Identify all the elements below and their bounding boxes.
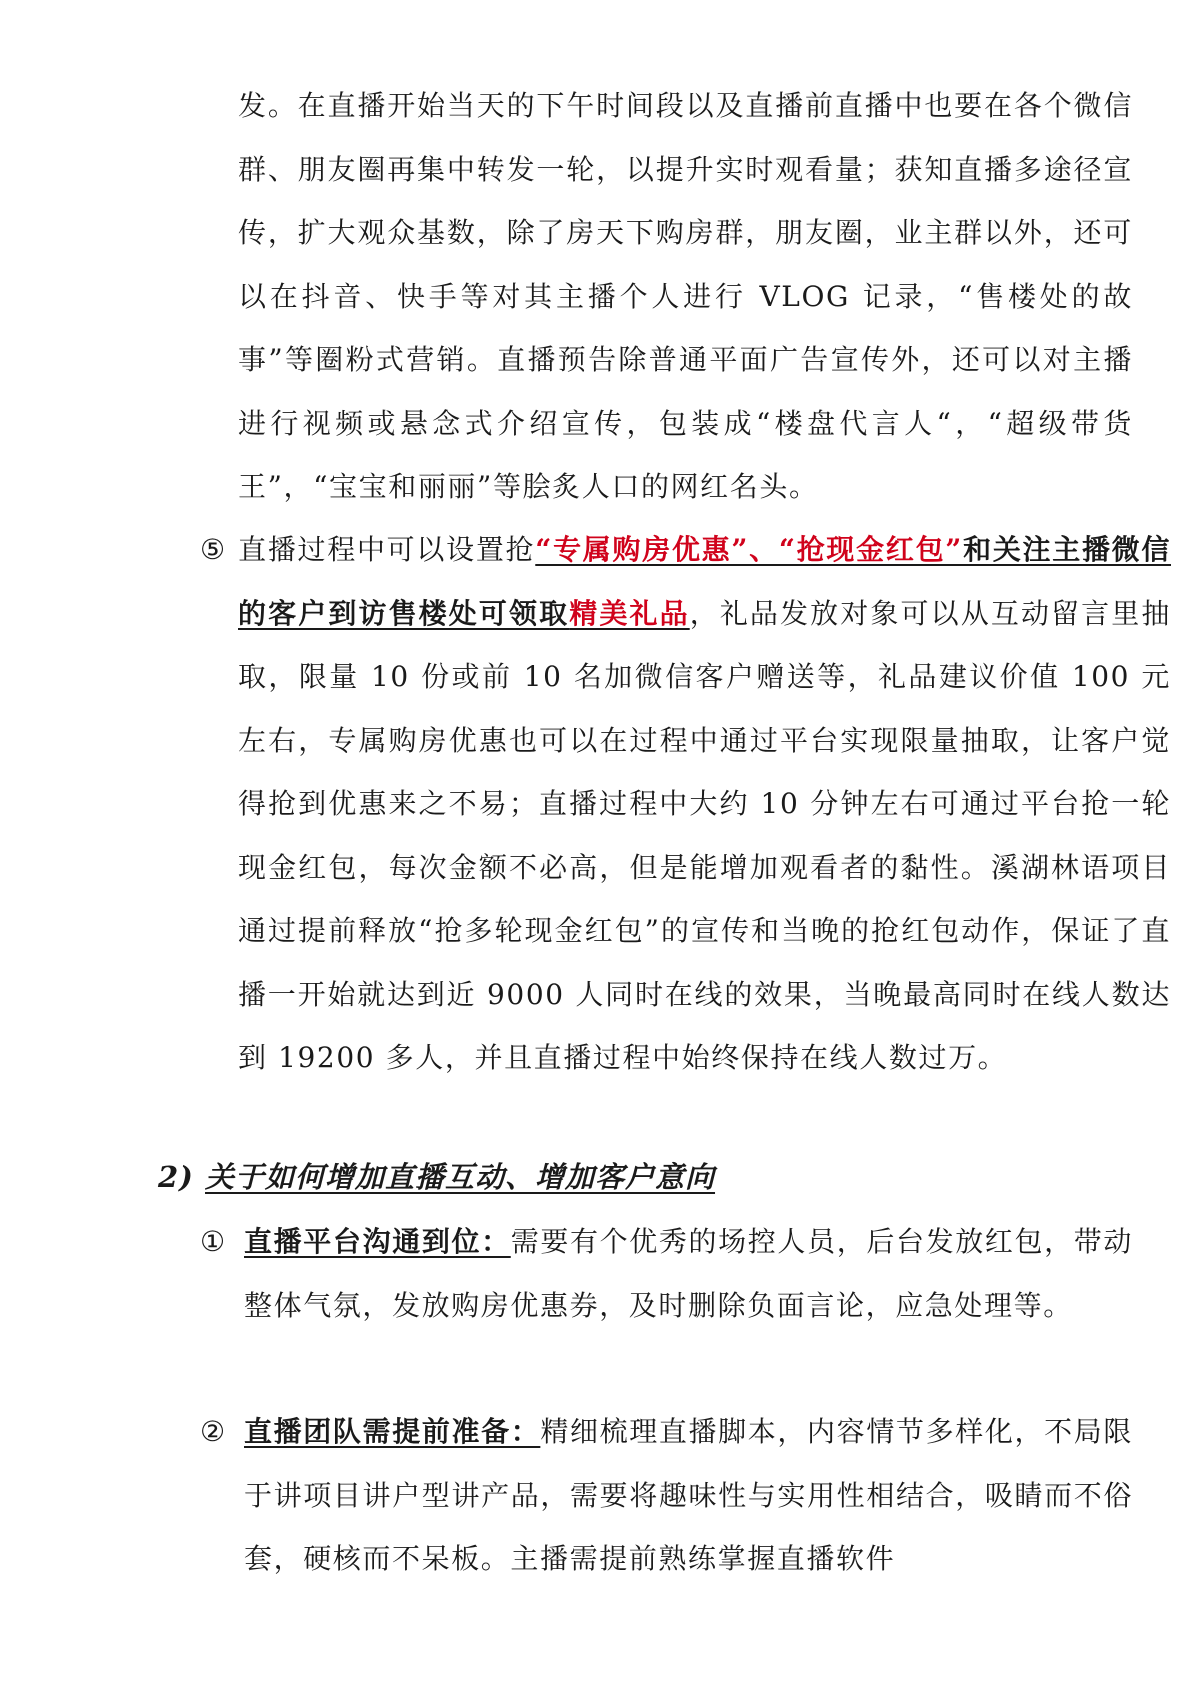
circled-two-marker: ②: [200, 1415, 227, 1448]
section-number: 2): [158, 1160, 194, 1194]
point-5-lead: 直播过程中可以设置抢: [238, 533, 536, 566]
section-heading: [158, 1146, 715, 1209]
item-1-text: 需要有个优秀的场控人员，后台发放红包，带动整体气氛，发放购房优惠券，及时删除负面言论，应急处理等。: [244, 1225, 1133, 1322]
bold-underlined-gift-condition: 和关注主播微信的客户到访售楼处可领取: [238, 533, 1171, 630]
section-title: 关于如何增加直播互动、增加客户意向: [205, 1160, 716, 1194]
point-5-paragraph: [200, 518, 1171, 1090]
list-item-team: [200, 1400, 1133, 1591]
item-2-text: 精细梳理直播脚本，内容情节多样化，不局限于讲项目讲户型讲产品，需要将趣味性与实用性相结合，吸睛而不俗套，硬核而不呆板。主播需提前熟练掌握直播软件: [244, 1415, 1133, 1575]
point-5-body: ，礼品发放对象可以从互动留言里抽取，限量 10 份或前 10 名加微信客户赠送等，礼品建议价值 100 元左右，专属购房优惠也可以在过程中通过平台实现限量抽取，让客户觉得抢到优惠来之不易；直播过程中大约 10 分钟左右可通过平台抢一轮现金红包，每次金额不必高，但是能增加观看者的黏性。溪湖林语项目通过提前释放“抢多轮现金红包”的宣传和当晚的抢红包动作，保证了直播一开始就达到近 9000 人同时在线的效果，当晚最高同时在线人数达到 19200 多人，并且直播过程中始终保持在线人数过万。: [238, 596, 1171, 1074]
paragraph-promotion: [238, 74, 1133, 519]
item-2-label: 直播团队需提前准备：: [244, 1415, 541, 1448]
item-1-label: 直播平台沟通到位：: [244, 1225, 511, 1258]
highlight-red-offers: “专属购房优惠”、“抢现金红包”: [535, 533, 963, 566]
paragraph-promotion-text: 发。在直播开始当天的下午时间段以及直播前直播中也要在各个微信群、朋友圈再集中转发一轮，以提升实时观看量；获知直播多途径宣传，扩大观众基数，除了房天下购房群，朋友圈，业主群以外，还可以在抖音、快手等对其主播个人进行 VLOG 记录，“售楼处的故事”等圈粉式营销。直播预告除普通平面广告宣传外，还可以对主播进行视频或悬念式介绍宣传，包装成“楼盘代言人“，“超级带货王”，“宝宝和丽丽”等脍炙人口的网红名头。: [238, 89, 1133, 503]
circled-five-marker: ⑤: [200, 533, 227, 566]
highlight-red-gift: 精美礼品: [569, 596, 690, 630]
circled-one-marker: ①: [200, 1225, 227, 1258]
list-item-platform: [200, 1210, 1133, 1337]
